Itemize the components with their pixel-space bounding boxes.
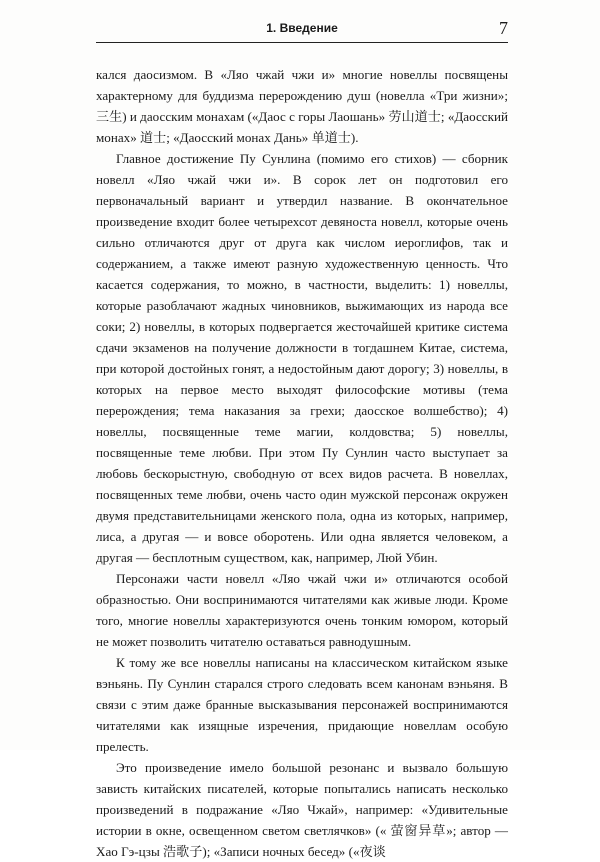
paragraph-main-achievement: Главное достижение Пу Сунлина (помимо его стихов) — сборник новелл «Ляо чжай чжи и». В сорок лет он подготовил его первоначальный вариант и утвердил название. В окончательное произведение входит более четырехсот девяноста новелл, которые очень сильно отличаются друг от друга как числом иероглифов, так и содержанием, а также имеют разную художественную ценность. Что касается содержания, то можно, в частности, выделить: 1) новеллы, которые разоблачают жадных чиновников, выжимающих из народа все соки; 2) новеллы, в которых подвергается жесточайшей критике система сдачи экзаменов на получение должности в тогдашнем Китае, система, при которой достойных гонят, а недостойным дают дорогу; 3) новеллы, в которых на первое место выходят философские мотивы (тема перерождения; тема наказания за грехи; даосское волшебство); 4) новеллы, посвященные теме магии, колдовства; 5) новеллы, посвященные теме любви. При этом Пу Сунлин часто выступает за любовь бескорыстную, свободную от всех видов расчета. В новеллах, посвященных теме любви, очень часто один мужской персонаж окружен двумя представительницами женского пола, одна из которых, например, лиса, а другая — и вовсе оборотень. Или одна является человеком, а другая — бесплотным существом, как, например, Люй Убин. bbox=[96, 151, 508, 565]
paragraph-resonance: Это произведение имело большой резонанс и вызвало большую зависть китайских писателей, которые попытались написать несколько произведений в подражание «Ляо Чжай», например: «Удивительные истории в окне, освещенном светом светлячков» (« 萤窗异草»; автор — Хао Гэ-цзы 浩歌子); «Записи ночных бесед» («夜谈 bbox=[96, 760, 508, 859]
paragraph-continued: кался даосизмом. В «Ляо чжай чжи и» многие новеллы посвящены характерному для буддизма перерождению душ (новелла «Три жизни»; 三生) и даосским монахам («Даос с горы Лаошань» 劳山道士; «Даосский монах» 道士; «Даосский монах Дань» 单道士). bbox=[96, 67, 508, 145]
page-number: 7 bbox=[499, 18, 508, 38]
paragraph-language: К тому же все новеллы написаны на классическом китайском языке вэньянь. Пу Сунлин старался строго следовать всем канонам вэньяня. В связи с этим даже бранные высказывания персонажей воспринимаются читателями как изящные изречения, придающие новеллам особую прелесть. bbox=[96, 655, 508, 754]
body-text bbox=[96, 64, 508, 862]
paragraph-characters: Персонажи части новелл «Ляо чжай чжи и» отличаются особой образностью. Они воспринимаются читателями как живые люди. Кроме того, многие новеллы характеризуются очень тонким юмором, который не может позволить читателю оставаться равнодушным. bbox=[96, 571, 508, 649]
chapter-title: 1. Введение bbox=[266, 21, 338, 35]
running-header bbox=[96, 18, 508, 43]
